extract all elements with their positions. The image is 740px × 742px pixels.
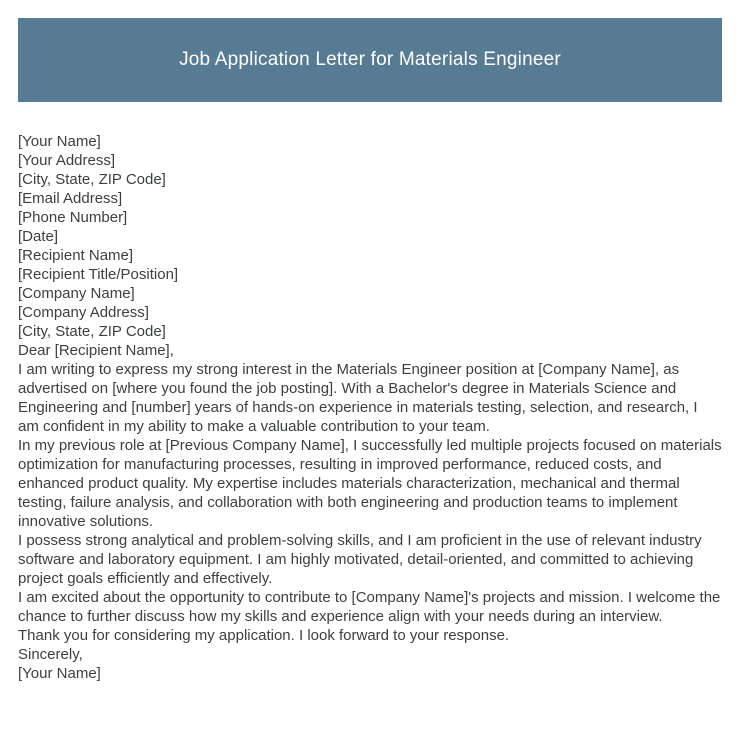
letter-line-company-name: [Company Name] <box>18 285 135 302</box>
paragraph-enthusiasm: I am excited about the opportunity to contribute to [Company Name]'s projects and mission. I welcome the chance to further discuss how my skills and experience align with your needs during an interview. <box>18 589 721 625</box>
letter-line-date: [Date] <box>18 228 59 245</box>
signoff: Sincerely, <box>18 646 83 663</box>
letter-line-email-address: [Email Address] <box>18 190 123 207</box>
closing-line: Thank you for considering my application. I look forward to your response. <box>18 627 510 644</box>
letter-line-company-city-state-zip: [City, State, ZIP Code] <box>18 323 166 340</box>
letter-line-recipient-title: [Recipient Title/Position] <box>18 266 179 283</box>
page-title: Job Application Letter for Materials Engineer <box>179 49 561 70</box>
paragraph-introduction: I am writing to express my strong interest in the Materials Engineer position at [Company Name], as advertised on [where you found the job posting]. With a Bachelor's degree in Materials Science and Engineering and [number] years of hands-on experience in materials testing, selection, and research, I am confident in my ability to make a valuable contribution to your team. <box>18 361 698 435</box>
letter-body <box>18 132 722 683</box>
letter-line-phone-number: [Phone Number] <box>18 209 128 226</box>
letter-line-your-city-state-zip: [City, State, ZIP Code] <box>18 171 166 188</box>
salutation: Dear [Recipient Name], <box>18 342 174 359</box>
letter-line-recipient-name: [Recipient Name] <box>18 247 134 264</box>
paragraph-skills: I possess strong analytical and problem-solving skills, and I am proficient in the use of relevant industry software and laboratory equipment. I am highly motivated, detail-oriented, and committed to achieving project goals efficiently and effectively. <box>18 532 702 587</box>
signature-name: [Your Name] <box>18 665 101 682</box>
title-banner <box>18 18 722 102</box>
letter-line-company-address: [Company Address] <box>18 304 149 321</box>
paragraph-experience: In my previous role at [Previous Company Name], I successfully led multiple projects focused on materials optimization for manufacturing processes, resulting in improved performance, reduced costs, and enhanced product quality. My expertise includes materials characterization, mechanical and thermal testing, failure analysis, and collaboration with both engineering and production teams to implement innovative solutions. <box>18 437 722 530</box>
letter-line-your-address: [Your Address] <box>18 152 116 169</box>
letter-line-your-name: [Your Name] <box>18 133 101 150</box>
